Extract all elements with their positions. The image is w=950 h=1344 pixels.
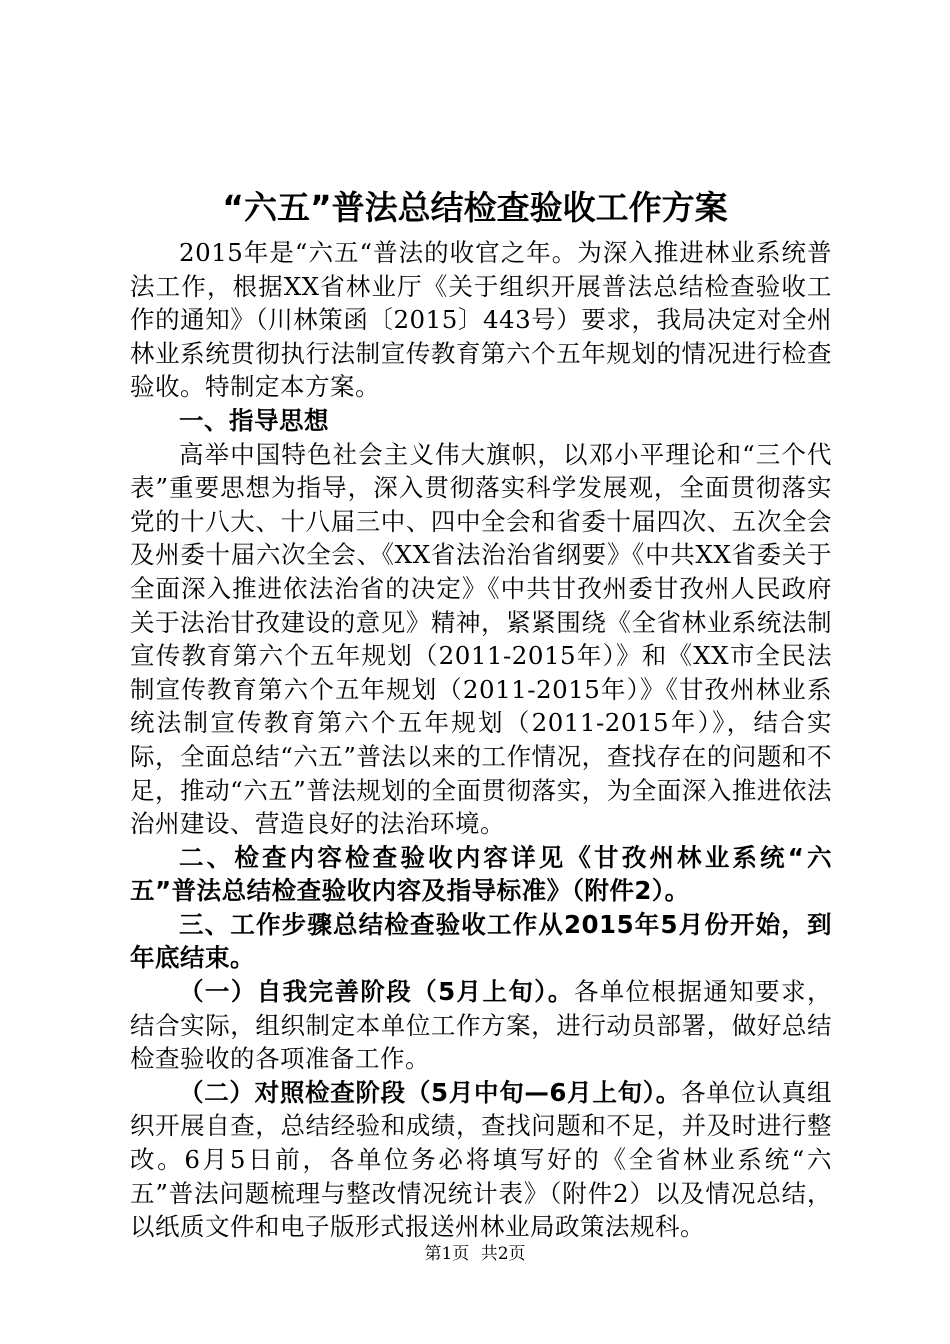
page-footer (0, 1242, 950, 1266)
comparison-check-stage-text: 各单位认真组织开展自查，总结经验和成绩，查找问题和不足，并及时进行整改。6月5日前，各单位务必将填写好的《全省林业系统“六五”普法问题梳理与整改情况统计表》（附件2）以及情况总结，以纸质文件和电子版形式报送州林业局政策法规科。 (130, 1077, 832, 1242)
page-total: 共2页 (480, 1244, 526, 1264)
section-heading-guiding-ideology: 一、指导思想 (179, 405, 329, 435)
document-title: “六五”普法总结检查验收工作方案 (222, 188, 728, 227)
comparison-check-stage-label: （二）对照检查阶段（5月中旬—6月上旬）。 (179, 1077, 681, 1107)
self-improvement-paragraph (130, 975, 832, 1076)
intro-paragraph: 2015年是“六五“普法的收官之年。为深入推进林业系统普法工作，根据XX省林业厅《关于组织开展普法总结检查验收工作的通知》（川林策函〔2015〕443号）要求，我局决定对全州林业系统贯彻执行法制宣传教育第六个五年规划的情况进行检查验收。特制定本方案。 (130, 238, 832, 402)
self-improvement-stage-label: （一）自我完善阶段（5月上旬）。 (179, 977, 574, 1007)
document-body (130, 236, 832, 1244)
inspection-content-paragraph: 二、检查内容检查验收内容详见《甘孜州林业系统“六五”普法总结检查验收内容及指导标准》（附件2）。 (130, 842, 832, 906)
guiding-ideology-paragraph: 高举中国特色社会主义伟大旗帜，以邓小平理论和“三个代表”重要思想为指导，深入贯彻落实科学发展观，全面贯彻落实党的十八大、十八届三中、四中全会和省委十届四次、五次全会及州委十届六次全会、《XX省法治治省纲要》《中共XX省委关于全面深入推进依法治省的决定》《中共甘孜州委甘孜州人民政府关于法治甘孜建设的意见》精神，紧紧围绕《全省林业系统法制宣传教育第六个五年规划（2011-2015年）》和《XX市全民法制宣传教育第六个五年规划（2011-2015年）》《甘孜州林业系统法制宣传教育第六个五年规划（2011-2015年）》，结合实际，全面总结“六五”普法以来的工作情况，查找存在的问题和不足，推动“六五”普法规划的全面贯彻落实，为全面深入推进依法治州建设、营造良好的法治环境。 (130, 439, 832, 839)
self-improvement-stage-text: 各单位根据通知要求，结合实际，组织制定本单位工作方案，进行动员部署，做好总结检查验收的各项准备工作。 (130, 977, 833, 1074)
work-steps-paragraph: 三、工作步骤总结检查验收工作从2015年5月份开始，到年底结束。 (130, 909, 832, 973)
page-number: 第1页 (424, 1244, 470, 1264)
comparison-check-paragraph (130, 1076, 832, 1244)
